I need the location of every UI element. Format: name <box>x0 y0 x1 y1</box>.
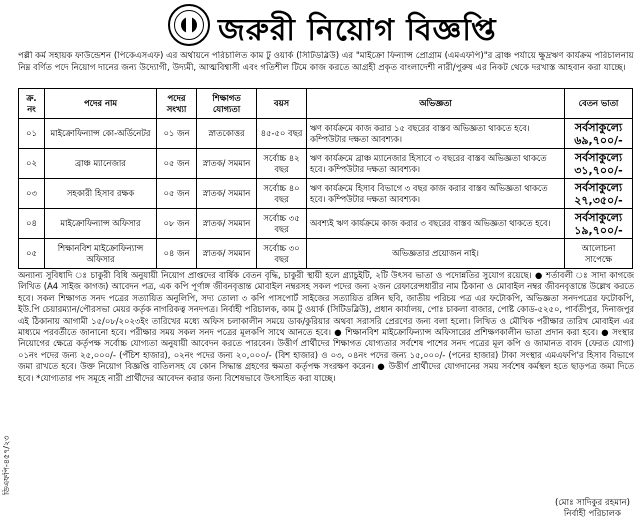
table-row <box>19 119 633 149</box>
cell-count: ০৮ জন <box>157 209 197 239</box>
cell-salary: সর্বসাকুল্যে ৩১,৭০০/- <box>565 149 633 179</box>
cell-salary: সর্বসাকুল্যে ৬৯,৭০০/- <box>565 119 633 149</box>
cell-count: ০৫ জন <box>157 149 197 179</box>
cell-post: সহকারী হিসাব রক্ষক <box>45 179 157 209</box>
cell-experience: ঋণ কার্যক্রমে কাজ করার ১৫ বছরের বাস্তব অভিজ্ঞতা থাকতে হবে। কম্পিউটার দক্ষতা আবশ্যক। <box>307 119 565 149</box>
cell-salary: আলোচনা সাপেক্ষে <box>565 239 633 269</box>
cell-serial: ০৪ <box>19 209 45 239</box>
cell-education: স্নাতক/ সমমান <box>197 179 257 209</box>
cell-education: স্নাতক/ সমমান <box>197 239 257 269</box>
cell-age: সর্বোচ্চ ৩০ বছর <box>257 239 307 269</box>
cell-serial: ০৩ <box>19 179 45 209</box>
cell-serial: ০৫ <box>19 239 45 269</box>
header-count: পদের সংখ্যা <box>157 89 197 119</box>
table-row <box>19 149 633 179</box>
cell-count: ০৫ জন <box>157 179 197 209</box>
signatory-name: (মোঃ সাদিকুর রহমান) <box>554 498 630 508</box>
cell-post: শিক্ষানবিশ মাইক্রোফিন্যান্স অফিসার <box>45 239 157 269</box>
signatory-role: নির্বাহী পরিচালক <box>563 509 622 519</box>
table-row <box>19 179 633 209</box>
cell-age: সর্বোচ্চ ৪০ বছর <box>257 179 307 209</box>
table-row <box>19 209 633 239</box>
cell-post: মাইক্রোফিন্যান্স অফিসার <box>45 209 157 239</box>
side-stamp: ডিএফপি-৪৫৭/২৩ <box>2 435 11 495</box>
cell-salary: সর্বসাকুল্যে ২৭,৩৫০/- <box>565 179 633 209</box>
table-header-row <box>19 89 633 119</box>
cell-count: ০১ জন <box>157 119 197 149</box>
vacancy-table <box>18 88 633 269</box>
header <box>18 4 634 50</box>
cell-age: সর্বোচ্চ ৪২ বছর <box>257 149 307 179</box>
cell-count: ০৪ জন <box>157 239 197 269</box>
header-serial: ক্র. নং <box>19 89 45 119</box>
cell-experience: অভিজ্ঞতার প্রয়োজন নাই। <box>307 239 565 269</box>
cell-serial: ০২ <box>19 149 45 179</box>
intro-paragraph: পল্লী কর্ম সহায়ক ফাউন্ডেশন (পিকেএসএফ) এর অর্থায়নে পরিচালিত কাম টু ওয়ার্ক (সিটিডব্লিউ) এর "মাইক্রো ফিন্যান্স প্রোগ্রাম (এমএফপি)"র ব্রাঞ্চ পর্যায়ে ক্ষুদ্রঋণ কার্যক্রম পরিচালনায় নিম্ন বর্ণিত পদে নিয়োগ দানের জন্য উদ্যোগী, উদ্যমী, আত্মবিশ্বাসী এবং গতিশীল টিমে কাজ করতে আগ্রহী প্রকৃত বাংলাদেশী নারী/পুরুষ এর নিকট থেকে দরখাস্ত আহবান করা যাচ্ছে। <box>18 51 634 73</box>
header-experience: অভিজ্ঞতা <box>307 89 565 119</box>
header-salary: বেতন ভাতা <box>565 89 633 119</box>
cell-serial: ০১ <box>19 119 45 149</box>
cell-age: ৪৫-৫০ বছর <box>257 119 307 149</box>
cell-post: ব্রাঞ্চ ম্যানেজার <box>45 149 157 179</box>
cell-post: মাইক্রোফিন্যান্স কো-অর্ডিনেটর <box>45 119 157 149</box>
terms-paragraph: অন্যান্য সুবিধাদি ঃ চাকুরী বিধি অনুযায়ী নিয়োগ প্রাপ্তদের বার্ষিক বেতন বৃদ্ধি, চাকুরী স্থায়ী হলে গ্র্যাচুইটি, ২টি উৎসব ভাতা ও পদোন্নতির সুযোগ রয়েছে। ● শর্তাবলী ঃ সাদা কাগজে লিখিত (A4 সাইজ কাগজ) আবেদন পত্র, এক কপি পূর্ণাঙ্গ জীবনবৃত্তান্ত মোবাইল নম্বরসহ সকল পদের জন্য ২জন রেফারেন্সধারীর নাম ঠিকানা ও মোবাইল নম্বর জীবনবৃত্তান্তে উল্লেখ করতে হবে। সকল শিক্ষাগত সনদ পত্রের সত্যায়িত অনুলিপি, সদ্য তোলা ৩ কপি পাসপোর্ট সাইজের সত্যায়িত রঙ্গিন ছবি, জাতীয় পরিচয় পত্র এর ফটোকপি, অভিজ্ঞতা সনদপত্রের ফটোকপি, ইউ.পি চেয়ারম্যান/পৌরসভা মেয়র কর্তৃক নাগরিকত্ব সনদপত্র। নির্বাহী পরিচালক, কাম টু ওয়ার্ক (সিটিডব্লিউ), প্রধান কার্যালয়, পোঃ চাকলা বাজার, পোষ্ট কোড-৫২৫০, পার্বতীপুর, দিনাজপুর এই ঠিকানায় আগামী ১৫/০৮/২০২৩ইং তারিখের মধ্যে অফিস চলাকালীন সময়ে ডাক/কুরিয়ার অথবা সরাসরি প্রেরণের জন্য বলা হলো। লিখিত ও মৌখিক পরীক্ষার তারিখ মোবাইল এর মাধ্যমে পরবর্তীতে জানানো হবে। পরীক্ষার সময় সকল সনদ পত্রের মূলকপি সাথে আনতে হবে। ● শিক্ষানবিশ মাইক্রোফিন্যান্স অফিসারের প্রশিক্ষণকালীন ভাতা প্রদান করা হবে। ● সংস্থার নিয়োগের ক্ষেত্রে কর্তৃপক্ষ সর্বোচ্চ যোগ্যতা অনুযায়ী আবেদন করতে পারবেন। উত্তীর্ণ প্রার্থীদের শিক্ষাগত যোগ্যতার সর্বশেষ পাশের সনদ পত্রের মূল কপি ও জামানত বাবদ (ফেরত যোগ্য) ০১নং পদের জন্য ২৫,০০০/- (পঁচিশ হাজার), ০২নং পদের জন্য ২০,০০০/- (বিশ হাজার) ও ০৩, ০৪নং পদের জন্য ১৫,০০০/- (পনের হাজার) টাকা সংস্থার এমএফপি'র হিসাব বিভাগে জমা রাখতে হবে। উক্ত নিয়োগ বিজ্ঞপ্তি বাতিলসহ যে কোন সিদ্ধান্ত গ্রহণের ক্ষমতা কর্তৃপক্ষ সংরক্ষণ করেন। ● উত্তীর্ণ প্রার্থীদের যোগদানের সময় সর্বশেষ কর্মস্থল হতে ছাড়পত্র জমা দিতে হবে। *যোগ্যতার পদ সমূহে নারী প্রার্থীদের আবেদন করার জন্য বিশেষভাবে উৎসাহিত করা যাচ্ছে। <box>18 270 634 383</box>
cell-age: সর্বোচ্চ ৩৫ বছর <box>257 209 307 239</box>
cell-education: স্নাতকোত্তর <box>197 119 257 149</box>
header-post: পদের নাম <box>45 89 157 119</box>
notice-title: জরুরী নিয়োগ বিজ্ঞপ্তি <box>218 13 497 48</box>
cell-experience: ঋণ কার্যক্রমে ব্রাঞ্চ ম্যানেজার হিসাবে ৩ বছরের বাস্তব অভিজ্ঞতা থাকতে হবে। কম্পিউটার দক্ষতা আবশ্যক। <box>307 149 565 179</box>
header-education: শিক্ষাগত যোগ্যতা <box>197 89 257 119</box>
cell-experience: অবশ্যই ঋণ কার্যক্রমে কাজ করার ৩ বছরের বাস্তব অভিজ্ঞতা থাকতে হবে। <box>307 209 565 239</box>
cell-education: স্নাতক/ সমমান <box>197 149 257 179</box>
organization-logo <box>168 4 210 46</box>
cell-experience: ঋণ কার্যক্রমে হিসাব বিভাগে ৩ বছর কাজ করার বাস্তব অভিজ্ঞতা থাকতে হবে। কম্পিউটার দক্ষতা আবশ্যক। <box>307 179 565 209</box>
cell-salary: সর্বসাকুল্যে ১৯,৭০০/- <box>565 209 633 239</box>
cell-education: স্নাতক/ সমমান <box>197 209 257 239</box>
signature-block <box>555 498 630 520</box>
header-age: বয়স <box>257 89 307 119</box>
logo-emblem-icon <box>174 10 204 40</box>
table-row <box>19 239 633 269</box>
